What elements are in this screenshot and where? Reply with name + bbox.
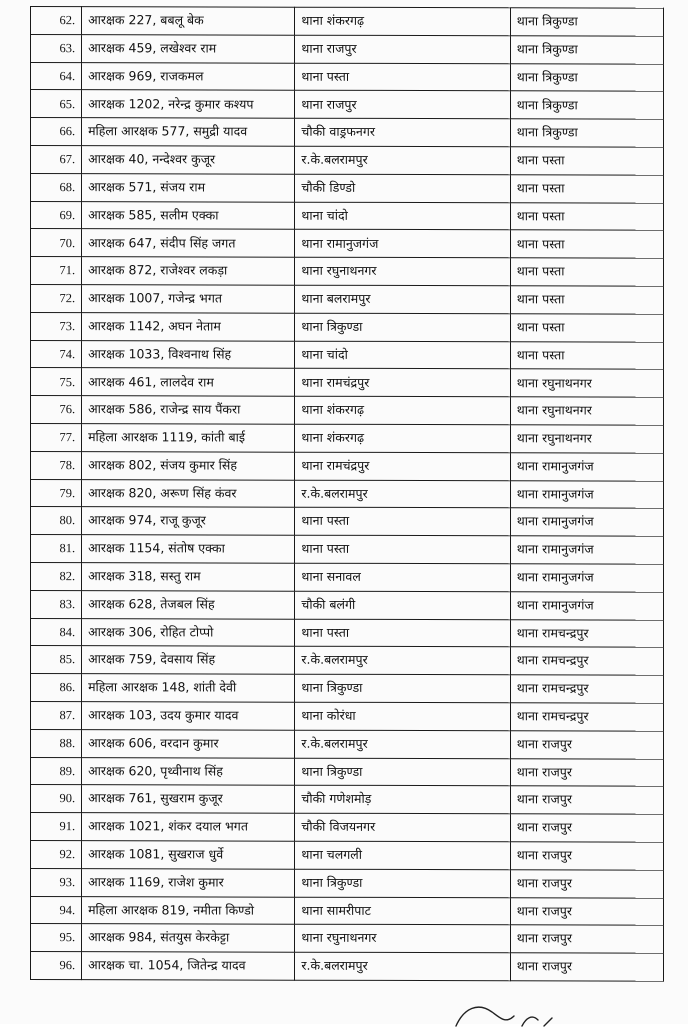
constable-name-cell: आरक्षक 306, रोहित टोप्पो <box>82 618 295 646</box>
constable-name-cell: आरक्षक 628, तेजबल सिंह <box>82 590 295 618</box>
posted-from-cell: र.के.बलरामपुर <box>295 647 510 675</box>
constable-name-cell: आरक्षक 461, लालदेव राम <box>82 368 295 396</box>
serial-number-cell: 88. <box>31 729 82 757</box>
posted-from-cell: थाना त्रिकुण्डा <box>295 869 510 897</box>
transferred-to-cell: थाना रामानुजगंज <box>510 453 663 481</box>
constable-name-cell: आरक्षक 761, सुखराम कुजूर <box>82 785 295 813</box>
serial-number-cell: 84. <box>31 618 82 646</box>
constable-name-cell: महिला आरक्षक 819, नमीता किण्डो <box>82 896 295 924</box>
serial-number-cell: 95. <box>31 924 82 952</box>
table-row <box>31 257 664 286</box>
constable-name-cell: आरक्षक 318, सस्तु राम <box>82 563 295 591</box>
posted-from-cell: र.के.बलरामपुर <box>295 146 510 174</box>
posted-from-cell: थाना राजपुर <box>295 35 510 63</box>
transferred-to-cell: थाना राजपुर <box>510 869 663 897</box>
serial-number-cell: 89. <box>31 757 82 785</box>
table-row <box>31 674 664 703</box>
posted-from-cell: चौकी बलंगी <box>295 591 510 619</box>
posted-from-cell: थाना त्रिकुण्डा <box>295 674 510 702</box>
serial-number-cell: 87. <box>31 701 82 729</box>
table-row <box>31 590 664 619</box>
transferred-to-cell: थाना त्रिकुण्डा <box>510 36 663 64</box>
serial-number-cell: 64. <box>31 62 82 90</box>
serial-number-cell: 86. <box>31 674 82 702</box>
transferred-to-cell: थाना राजपुर <box>510 786 663 814</box>
serial-number-cell: 85. <box>31 646 82 674</box>
serial-number-cell: 94. <box>31 896 82 924</box>
table-row <box>31 729 664 758</box>
table-row <box>31 451 664 480</box>
posted-from-cell: थाना बलरामपुर <box>295 285 510 313</box>
table-row <box>31 145 664 174</box>
table-row <box>31 229 664 258</box>
serial-number-cell: 82. <box>31 562 82 590</box>
posted-from-cell: थाना पस्ता <box>295 535 510 563</box>
serial-number-cell: 67. <box>31 145 82 173</box>
posted-from-cell: थाना चांदो <box>295 341 510 369</box>
table-row <box>31 423 664 452</box>
serial-number-cell: 74. <box>31 340 82 368</box>
table-row <box>31 840 664 869</box>
constable-name-cell: आरक्षक 647, संदीप सिंह जगत <box>82 229 295 257</box>
posted-from-cell: र.के.बलरामपुर <box>295 480 510 508</box>
table-row <box>31 896 664 925</box>
transferred-to-cell: थाना पस्ता <box>510 202 663 230</box>
posted-from-cell: र.के.बलरामपुर <box>295 952 510 980</box>
posted-from-cell: थाना रामचंद्रपुर <box>295 452 510 480</box>
transferred-to-cell: थाना राजपुर <box>510 897 663 925</box>
table-row <box>31 118 664 147</box>
constable-name-cell: आरक्षक 620, पृथ्वीनाथ सिंह <box>82 757 295 785</box>
posted-from-cell: थाना चांदो <box>295 202 510 230</box>
posted-from-cell: थाना रघुनाथनगर <box>295 257 510 285</box>
serial-number-cell: 70. <box>31 229 82 257</box>
transferred-to-cell: थाना रामानुजगंज <box>510 536 663 564</box>
posted-from-cell: चौकी डिण्डो <box>295 174 510 202</box>
serial-number-cell: 96. <box>31 952 82 980</box>
table-row <box>31 396 664 425</box>
transferred-to-cell: थाना पस्ता <box>510 286 663 314</box>
transferred-to-cell: थाना रामचन्द्रपुर <box>510 703 663 731</box>
constable-name-cell: आरक्षक 1142, अघन नेताम <box>82 312 295 340</box>
constable-name-cell: महिला आरक्षक 148, शांती देवी <box>82 674 295 702</box>
constable-name-cell: आरक्षक 820, अरूण सिंह कंवर <box>82 479 295 507</box>
transferred-to-cell: थाना पस्ता <box>510 147 663 175</box>
posted-from-cell: चौकी विजयनगर <box>295 813 510 841</box>
posted-from-cell: थाना त्रिकुण्डा <box>295 313 510 341</box>
table-row <box>31 340 664 369</box>
transferred-to-cell: थाना त्रिकुण्डा <box>510 91 663 119</box>
table-row <box>31 562 664 591</box>
constable-name-cell: आरक्षक 1007, गजेन्द्र भगत <box>82 285 295 313</box>
serial-number-cell: 63. <box>31 34 82 62</box>
transferred-to-cell: थाना त्रिकुण्डा <box>510 119 663 147</box>
serial-number-cell: 68. <box>31 173 82 201</box>
serial-number-cell: 62. <box>31 7 82 35</box>
serial-number-cell: 81. <box>31 535 82 563</box>
constable-name-cell: आरक्षक 1021, शंकर दयाल भगत <box>82 813 295 841</box>
transferred-to-cell: थाना रामानुजगंज <box>510 564 663 592</box>
serial-number-cell: 71. <box>31 257 82 285</box>
transferred-to-cell: थाना त्रिकुण्डा <box>510 63 663 91</box>
constable-name-cell: आरक्षक 103, उदय कुमार यादव <box>82 702 295 730</box>
constable-name-cell: आरक्षक 1033, विश्वनाथ सिंह <box>82 340 295 368</box>
posted-from-cell: थाना सनावल <box>295 563 510 591</box>
table-row <box>31 813 664 842</box>
constable-name-cell: आरक्षक 606, वरदान कुमार <box>82 729 295 757</box>
constable-name-cell: आरक्षक 984, संतयुस केरकेट्टा <box>82 924 295 952</box>
constable-name-cell: आरक्षक 1081, सुखराज धुर्वे <box>82 841 295 869</box>
constable-name-cell: आरक्षक 1202, नरेन्द्र कुमार कश्यप <box>82 90 295 118</box>
table-row <box>31 7 664 36</box>
constable-name-cell: आरक्षक 585, सलीम एक्का <box>82 201 295 229</box>
table-row <box>31 618 664 647</box>
posted-from-cell: थाना पस्ता <box>295 619 510 647</box>
constable-name-cell: आरक्षक 759, देवसाय सिंह <box>82 646 295 674</box>
table-row <box>31 62 664 91</box>
table-row <box>31 284 664 313</box>
constable-name-cell: आरक्षक 586, राजेन्द्र साय पैंकरा <box>82 396 295 424</box>
serial-number-cell: 78. <box>31 451 82 479</box>
table-row <box>31 952 664 981</box>
table-row <box>31 34 664 63</box>
transferred-to-cell: थाना पस्ता <box>510 258 663 286</box>
posted-from-cell: थाना रघुनाथनगर <box>295 924 510 952</box>
posted-from-cell: थाना चलगली <box>295 841 510 869</box>
constable-name-cell: आरक्षक 571, संजय राम <box>82 173 295 201</box>
transferred-to-cell: थाना रघुनाथनगर <box>510 425 663 453</box>
transferred-to-cell: थाना राजपुर <box>510 730 663 758</box>
table-row <box>31 785 664 814</box>
constable-name-cell: आरक्षक 974, राजू कुजूर <box>82 507 295 535</box>
transferred-to-cell: थाना पस्ता <box>510 175 663 203</box>
constable-name-cell: आरक्षक 1154, संतोष एक्का <box>82 535 295 563</box>
posted-from-cell: थाना शंकरगढ़ <box>295 7 510 35</box>
serial-number-cell: 93. <box>31 868 82 896</box>
posted-from-cell: थाना कोरंधा <box>295 702 510 730</box>
table-row <box>31 479 664 508</box>
table-row <box>31 868 664 897</box>
serial-number-cell: 80. <box>31 507 82 535</box>
serial-number-cell: 76. <box>31 396 82 424</box>
table-row <box>31 757 664 786</box>
constable-name-cell: आरक्षक 1169, राजेश कुमार <box>82 868 295 896</box>
table-row <box>31 507 664 536</box>
constable-name-cell: आरक्षक 969, राजकमल <box>82 62 295 90</box>
serial-number-cell: 91. <box>31 813 82 841</box>
transfer-list-table <box>30 6 664 982</box>
transferred-to-cell: थाना राजपुर <box>510 925 663 953</box>
transferred-to-cell: थाना त्रिकुण्डा <box>510 8 663 36</box>
posted-from-cell: थाना राजपुर <box>295 91 510 119</box>
serial-number-cell: 75. <box>31 368 82 396</box>
posted-from-cell: चौकी वाड्रफनगर <box>295 118 510 146</box>
posted-from-cell: थाना शंकरगढ़ <box>295 424 510 452</box>
constable-name-cell: आरक्षक 40, नन्देश्वर कुजूर <box>82 146 295 174</box>
constable-name-cell: आरक्षक चा. 1054, जितेन्द्र यादव <box>82 952 295 980</box>
table-row <box>31 201 664 230</box>
serial-number-cell: 77. <box>31 423 82 451</box>
posted-from-cell: थाना रामचंद्रपुर <box>295 369 510 397</box>
transfer-list-body <box>31 7 664 982</box>
constable-name-cell: महिला आरक्षक 1119, कांती बाई <box>82 424 295 452</box>
transferred-to-cell: थाना रामचन्द्रपुर <box>510 619 663 647</box>
constable-name-cell: महिला आरक्षक 577, समुद्री यादव <box>82 118 295 146</box>
transferred-to-cell: थाना राजपुर <box>510 814 663 842</box>
transferred-to-cell: थाना रघुनाथनगर <box>510 397 663 425</box>
serial-number-cell: 73. <box>31 312 82 340</box>
transferred-to-cell: थाना राजपुर <box>510 758 663 786</box>
posted-from-cell: थाना सामरीपाट <box>295 897 510 925</box>
table-row <box>31 173 664 202</box>
transferred-to-cell: थाना रघुनाथनगर <box>510 369 663 397</box>
table-row <box>31 535 664 564</box>
table-row <box>31 924 664 953</box>
constable-name-cell: आरक्षक 459, लखेश्वर राम <box>82 34 295 62</box>
posted-from-cell: थाना पस्ता <box>295 508 510 536</box>
transferred-to-cell: थाना पस्ता <box>510 314 663 342</box>
transferred-to-cell: थाना पस्ता <box>510 341 663 369</box>
constable-name-cell: आरक्षक 872, राजेश्वर लकड़ा <box>82 257 295 285</box>
posted-from-cell: थाना शंकरगढ़ <box>295 396 510 424</box>
table-row <box>31 646 664 675</box>
transferred-to-cell: थाना राजपुर <box>510 842 663 870</box>
serial-number-cell: 65. <box>31 90 82 118</box>
serial-number-cell: 79. <box>31 479 82 507</box>
constable-name-cell: आरक्षक 227, बबलू बेक <box>82 7 295 35</box>
serial-number-cell: 83. <box>31 590 82 618</box>
table-row <box>31 701 664 730</box>
transferred-to-cell: थाना पस्ता <box>510 230 663 258</box>
serial-number-cell: 92. <box>31 840 82 868</box>
posted-from-cell: र.के.बलरामपुर <box>295 730 510 758</box>
constable-name-cell: आरक्षक 802, संजय कुमार सिंह <box>82 451 295 479</box>
serial-number-cell: 72. <box>31 284 82 312</box>
posted-from-cell: थाना त्रिकुण्डा <box>295 758 510 786</box>
posted-from-cell: चौकी गणेशमोड़ <box>295 786 510 814</box>
transferred-to-cell: थाना रामानुजगंज <box>510 591 663 619</box>
transferred-to-cell: थाना रामानुजगंज <box>510 508 663 536</box>
posted-from-cell: थाना रामानुजगंज <box>295 230 510 258</box>
transferred-to-cell: थाना रामचन्द्रपुर <box>510 647 663 675</box>
table-row <box>31 312 664 341</box>
transferred-to-cell: थाना रामानुजगंज <box>510 480 663 508</box>
table-row <box>31 368 664 397</box>
serial-number-cell: 66. <box>31 118 82 146</box>
serial-number-cell: 69. <box>31 201 82 229</box>
posted-from-cell: थाना पस्ता <box>295 63 510 91</box>
table-row <box>31 90 664 119</box>
transferred-to-cell: थाना रामचन्द्रपुर <box>510 675 663 703</box>
serial-number-cell: 90. <box>31 785 82 813</box>
transferred-to-cell: थाना राजपुर <box>510 953 663 981</box>
